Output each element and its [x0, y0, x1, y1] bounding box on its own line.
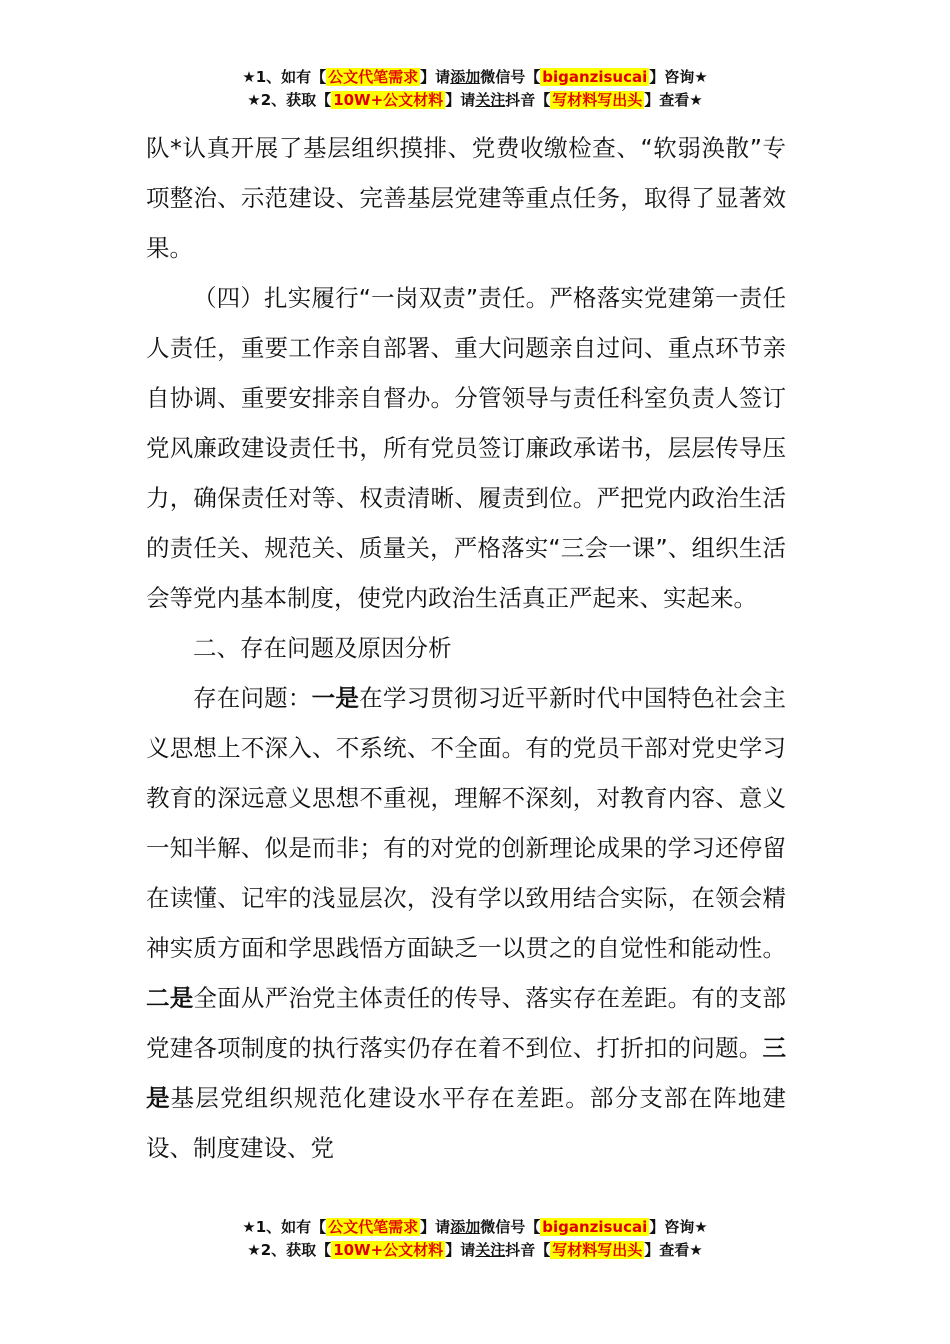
banner-text: 抖音【	[505, 91, 551, 109]
problems-text-2: 全面从严治党主体责任的传导、落实存在差距。有的支部党建各项制度的执行落实仍存在着不到位、打折扣的问题。	[146, 984, 787, 1062]
banner-text: ★1、如有【	[242, 1218, 327, 1236]
banner-text: ★1、如有【	[242, 68, 327, 86]
problems-lead: 存在问题：	[193, 684, 312, 712]
problems-text-1: 在学习贯彻习近平新时代中国特色社会主义思想上不深入、不系统、不全面。有的党员干部对党史学习教育的深远意义思想不重视，理解不深刻，对教育内容、意义一知半解、似是而非；有的对党的创新理论成果的学习还停留在读懂、记牢的浅显层次，没有学以致用结合实际，在领会精神实质方面和学思践悟方面缺乏一以贯之的自觉性和能动性。	[146, 684, 787, 962]
paragraph-section-4: （四）扎实履行“一岗双责”责任。严格落实党建第一责任人责任，重要工作亲自部署、重大问题亲自过问、重点环节亲自协调、重要安排亲自督办。分管领导与责任科室负责人签订党风廉政建设责任书，所有党员签订廉政承诺书，层层传导压力，确保责任对等、权责清晰、履责到位。严把党内政治生活的责任关、规范关、质量关，严格落实“三会一课”、组织生活会等党内基本制度，使党内政治生活真正严起来、实起来。	[146, 284, 786, 612]
document-body	[146, 123, 786, 1173]
bold-marker-3: 三是	[146, 1034, 786, 1112]
banner-highlight: 10W+公文材料	[333, 91, 444, 109]
banner-line-1	[0, 66, 950, 89]
banner-text: 抖音【	[505, 1241, 551, 1259]
bold-marker-1: 一是	[311, 684, 360, 712]
banner-underlined: 添加	[450, 68, 481, 86]
banner-highlight-douyin: 写材料写出头	[552, 91, 643, 109]
header-banner	[0, 66, 950, 112]
banner-text: 】查看★	[644, 91, 703, 109]
paragraph-continuation: 队*认真开展了基层组织摸排、党费收缴检查、“软弱涣散”专项整治、示范建设、完善基层党建等重点任务，取得了显著效果。	[146, 134, 786, 262]
banner-text: ★2、获取【	[247, 1241, 332, 1259]
banner-underlined: 添加	[450, 1218, 481, 1236]
banner-text: 】请	[445, 91, 476, 109]
bold-marker-2: 二是	[146, 984, 194, 1012]
banner-text: 】查看★	[644, 1241, 703, 1259]
problems-text-3: 基层党组织规范化建设水平存在差距。部分支部在阵地建设、制度建设、党	[146, 1084, 787, 1162]
banner-line-1	[0, 1216, 950, 1239]
banner-text: 】请	[420, 68, 451, 86]
footer-banner	[0, 1216, 950, 1262]
section-heading: 二、存在问题及原因分析	[193, 634, 452, 662]
banner-highlight: 公文代笔需求	[328, 1218, 419, 1236]
banner-highlight-douyin: 写材料写出头	[552, 1241, 643, 1259]
paragraph-problems	[146, 673, 786, 1173]
banner-text: 】咨询★	[649, 68, 708, 86]
banner-underlined: 关注	[475, 1241, 506, 1259]
banner-text: 】请	[445, 1241, 476, 1259]
banner-text: 】咨询★	[649, 1218, 708, 1236]
banner-line-2	[0, 1239, 950, 1262]
banner-highlight-wechat: biganzisucai	[542, 68, 648, 86]
banner-line-2	[0, 89, 950, 112]
banner-highlight-wechat: biganzisucai	[542, 1218, 648, 1236]
banner-highlight: 10W+公文材料	[333, 1241, 444, 1259]
banner-text: ★2、获取【	[247, 91, 332, 109]
banner-text: 】请	[420, 1218, 451, 1236]
banner-text: 微信号【	[480, 68, 541, 86]
banner-highlight: 公文代笔需求	[328, 68, 419, 86]
banner-text: 微信号【	[480, 1218, 541, 1236]
banner-underlined: 关注	[475, 91, 506, 109]
